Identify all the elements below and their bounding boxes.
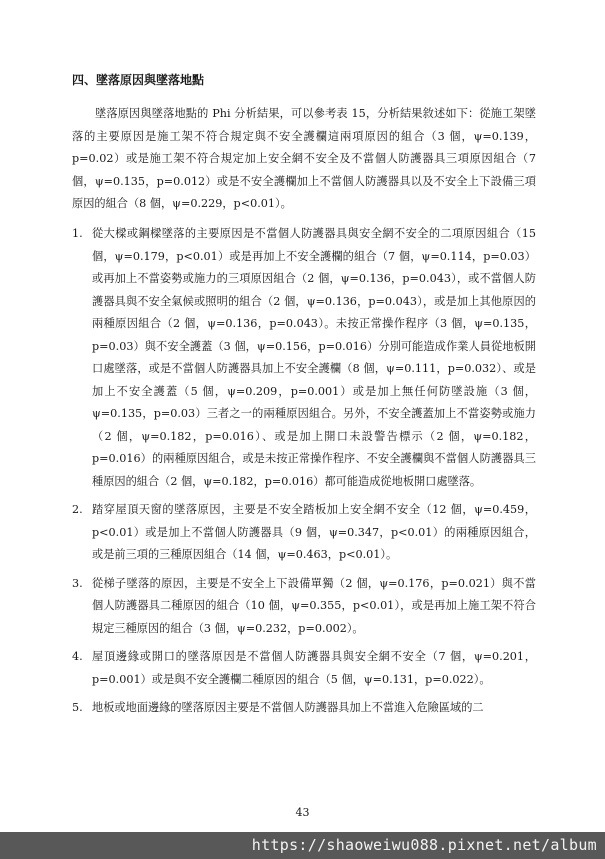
list-item [72, 499, 536, 567]
list-item [72, 697, 536, 720]
watermark-url: https://shaoweiwu088.pixnet.net/album [251, 836, 597, 854]
list-item-number: 4. [72, 650, 83, 663]
cause-list [72, 223, 536, 726]
list-item [72, 573, 536, 641]
section-heading: 四、墜落原因與墜落地點 [72, 73, 205, 87]
list-item [72, 646, 536, 691]
list-item-text: 從梯子墜落的原因，主要是不安全上下設備單獨（2 個，ψ=0.176，p=0.021）與不當個人防護器具二種原因的組合（10 個，ψ=0.355，p<0.01），或是再加上施工架不符合規定三種原因的組合（3 個，ψ=0.232，p=0.002）。 [92, 576, 536, 635]
list-item-number: 5. [72, 701, 83, 714]
page-number: 43 [295, 806, 310, 819]
list-item [72, 223, 536, 493]
list-item-text: 從大樑或鋼樑墜落的主要原因是不當個人防護器具與安全網不安全的二項原因組合（15 個，ψ=0.179，p<0.01）或是再加上不安全護欄的組合（7 個，ψ=0.114，p=0.03）或再加上不當姿勢或施力的三項原因組合（2 個，ψ=0.136，p=0.043），或不當個人防護器具與不安全氣候或照明的組合（2 個，ψ=0.136，p=0.043），或是加上其他原因的兩種原因組合（2 個，ψ=0.136，p=0.043）。未按正常操作程序（3 個，ψ=0.135，p=0.03）與不安全護蓋（3 個，ψ=0.156，p=0.016）分別可能造成作業人員從地板開口處墜落，或是不當個人防護器具加上不安全護欄（8 個，ψ=0.111，p=0.032）、或是加上不安全護蓋（5 個，ψ=0.209，p=0.001）或是加上無任何防墜設施（3 個，ψ=0.135，p=0.03）三者之一的兩種原因組合。另外，不安全護蓋加上不當姿勢或施力（2 個，ψ=0.182，p=0.016）、或是加上開口未設警告標示（2 個，ψ=0.182，p=0.016）的兩種原因組合，或是未按正常操作程序、不安全護欄與不當個人防護器具三種原因的組合（2 個，ψ=0.182，p=0.016）都可能造成從地板開口處墜落。 [92, 227, 536, 488]
list-item-number: 3. [72, 576, 83, 590]
intro-paragraph: 墜落原因與墜落地點的 Phi 分析結果，可以參考表 15，分析結果敘述如下：從施工架墜落的主要原因是施工架不符合規定與不安全護欄這兩項原因的組合（3 個，ψ=0.139，p=0.02）或是施工架不符合規定加上安全網不安全及不當個人防護器具三項原因組合（7 個，ψ=0.135，p=0.012）或是不安全護欄加上不當個人防護器具以及不安全上下設備三項原因的組合（8 個，ψ=0.229，p<0.01）。 [72, 107, 536, 210]
list-item-text: 屋頂邊緣或開口的墜落原因是不當個人防護器具與安全網不安全（7 個，ψ=0.201，p=0.001）或是與不安全護欄二種原因的組合（5 個，ψ=0.131，p=0.022）。 [92, 650, 536, 686]
watermark-bar [0, 832, 605, 859]
list-item-number: 2. [72, 503, 83, 516]
list-item-text: 地板或地面邊緣的墜落原因主要是不當個人防護器具加上不當進入危險區域的二 [92, 701, 484, 714]
list-item-number: 1. [72, 227, 83, 240]
list-item-text: 踏穿屋頂天窗的墜落原因，主要是不安全踏板加上安全網不安全（12 個，ψ=0.459，p<0.01）或是加上不當個人防護器具（9 個，ψ=0.347，p<0.01）的兩種原因組合，或是前三項的三種原因組合（14 個，ψ=0.463，p<0.01）。 [92, 503, 536, 561]
